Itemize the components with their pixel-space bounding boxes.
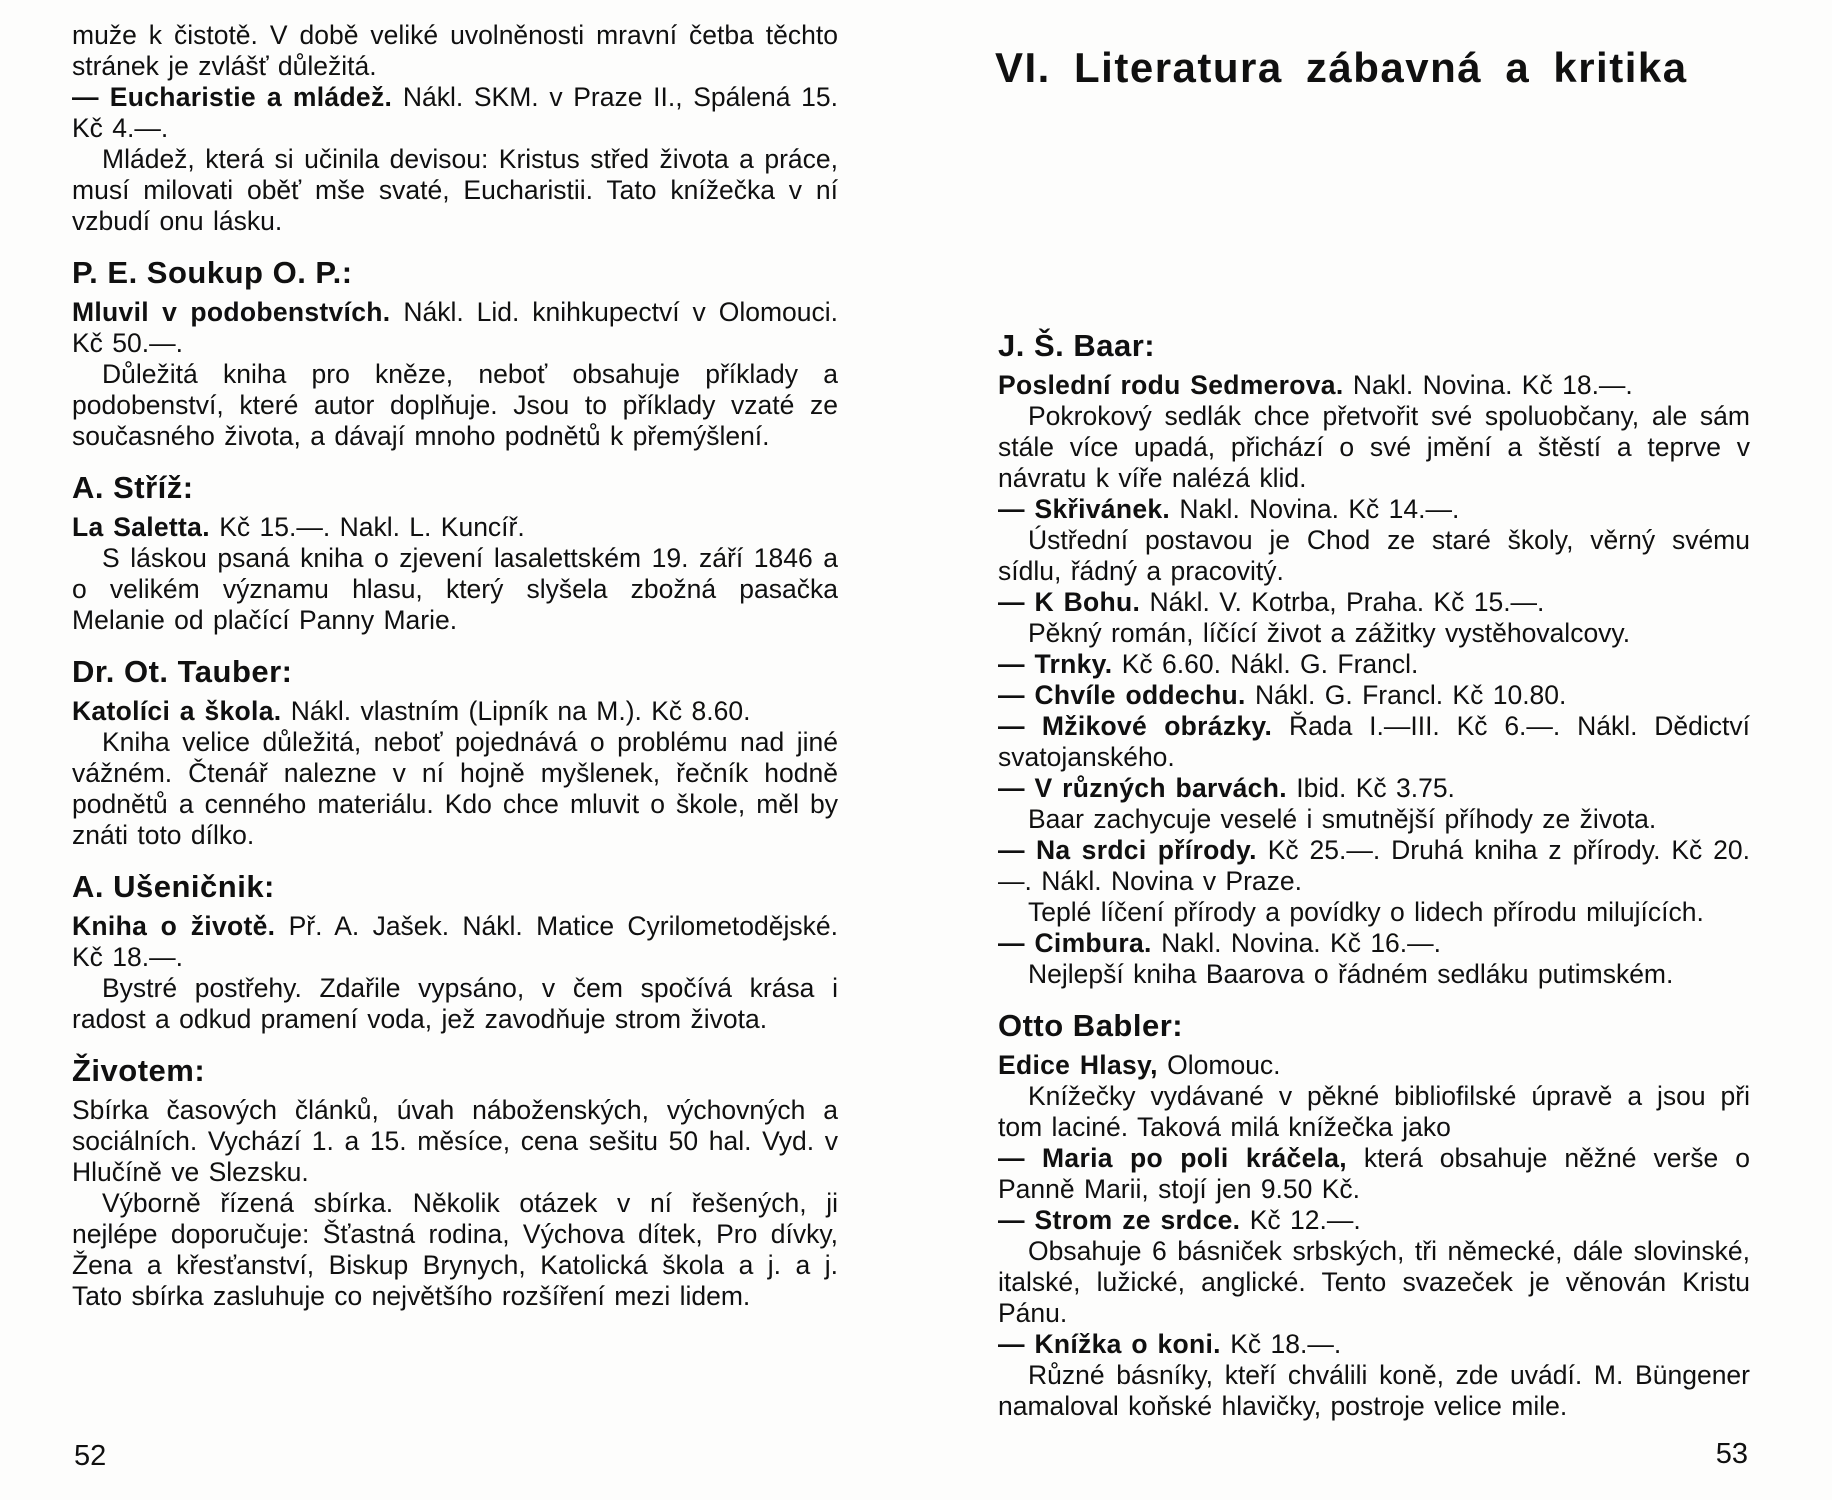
book-entry [998, 680, 1750, 711]
entry-text: Kč 6.60. Nákl. G. Francl. [1112, 649, 1419, 679]
page-number-right: 53 [1715, 1438, 1748, 1470]
description-paragraph [998, 897, 1750, 928]
page-number-left: 52 [74, 1440, 107, 1472]
book-entry [998, 494, 1750, 525]
book-entry [72, 512, 838, 543]
book-entry [998, 1143, 1750, 1205]
book-title: — Mžikové obrázky. [998, 711, 1273, 741]
entry-text: Pěkný román, líčící život a zážitky vystěhovalcovy. [1028, 618, 1631, 648]
entry-text: Kč 15.—. Nakl. L. Kuncíř. [209, 512, 525, 542]
entry-text: Nákl. V. Kotrba, Praha. Kč 15.—. [1140, 587, 1545, 617]
entry-text: Nakl. Novina. Kč 18.—. [1343, 370, 1633, 400]
entry-text: Nákl. SKM. v Praze II., Spálená 15. Kč 4.—. [72, 82, 838, 143]
book-title: Poslední rodu Sedmerova. [998, 370, 1344, 400]
book-title: — K Bohu. [998, 587, 1141, 617]
description-paragraph [998, 959, 1750, 990]
book-entry [998, 370, 1750, 401]
entry-text: Nákl. Lid. knihkupectví v Olomouci. Kč 50.—. [72, 297, 838, 358]
entry-text: Sbírka časových článků, úvah náboženských, výchovných a sociálních. Vychází 1. a 15. měsíce, cena sešitu 50 hal. Vyd. v Hlučíně ve Slezsku. [72, 1095, 838, 1187]
description-paragraph [998, 1081, 1750, 1143]
chapter-heading: VI. Literatura zábavná a kritika [995, 44, 1688, 92]
book-entry [998, 711, 1750, 773]
description-paragraph [998, 1236, 1750, 1329]
entry-text: Nákl. G. Francl. Kč 10.80. [1245, 680, 1567, 710]
book-entry [998, 773, 1750, 804]
book-title: — V různých barvách. [998, 773, 1287, 803]
book-title: — Skřivánek. [998, 494, 1171, 524]
entry-text: Nakl. Novina. Kč 16.—. [1151, 928, 1442, 958]
description-paragraph [72, 144, 838, 237]
description-paragraph [72, 973, 838, 1035]
book-entry [998, 835, 1750, 897]
description-paragraph [998, 618, 1750, 649]
author-heading: A. Ušeničnik: [72, 869, 275, 904]
entry-text: Kniha velice důležitá, neboť pojednává o problému nad jiné vážném. Čtenář nalezne v ní hojně myšlenek, řečník hodně podnětů a cenného materiálu. Kdo chce mluvit o škole, měl by znáti toto dílko. [72, 727, 838, 850]
entry-text: Knížečky vydávané v pěkné bibliofilské úpravě a jsou při tom laciné. Taková milá knížečka jako [998, 1081, 1750, 1142]
entry-text: Ibid. Kč 3.75. [1286, 773, 1455, 803]
entry-text: Ústřední postavou je Chod ze staré školy, věrný svému sídlu, řádný a pracovitý. [998, 525, 1750, 586]
entry-text: Př. A. Jašek. Nákl. Matice Cyrilometodějské. Kč 18.—. [72, 911, 838, 972]
description-paragraph [998, 1360, 1750, 1422]
entry-text: Bystré postřehy. Zdařile vypsáno, v čem spočívá krása i radost a odkud pramení voda, jež zavodňuje strom života. [72, 973, 838, 1034]
author-heading: J. Š. Baar: [998, 328, 1156, 363]
author-heading: A. Stříž: [72, 470, 194, 505]
entry-text: S láskou psaná kniha o zjevení lasalettském 19. září 1846 a o velikém významu hlasu, který slyšela zbožná pasačka Melanie od plačící Panny Marie. [72, 543, 838, 635]
book-entry [72, 82, 838, 144]
entry-text: Nakl. Novina. Kč 14.—. [1170, 494, 1460, 524]
entry-text: muže k čistotě. V době veliké uvolněnosti mravní četba těchto stránek je zvlášť důležitá. [72, 20, 838, 81]
entry-text: která obsahuje něžné verše o Panně Marii, stojí jen 9.50 Kč. [998, 1143, 1750, 1204]
entry-text: Baar zachycuje veselé i smutnější příhody ze života. [1028, 804, 1657, 834]
description-paragraph [998, 804, 1750, 835]
book-entry [998, 1329, 1750, 1360]
description-paragraph [72, 1188, 838, 1312]
entry-text: Různé básníky, kteří chválili koně, zde uvádí. M. Büngener namaloval koňské hlavičky, postroje velice mile. [998, 1360, 1750, 1421]
left-page-column [72, 20, 838, 1312]
book-entry [72, 696, 838, 727]
book-entry [998, 928, 1750, 959]
entry-text: Kč 12.—. [1240, 1205, 1361, 1235]
description-paragraph [72, 543, 838, 636]
book-entry [998, 1050, 1750, 1081]
book-entry [72, 911, 838, 973]
right-page-column [998, 330, 1750, 1422]
book-title: — Knížka o koni. [998, 1329, 1221, 1359]
book-title: — Chvíle oddechu. [998, 680, 1246, 710]
book-entry [72, 297, 838, 359]
description-paragraph [72, 359, 838, 452]
author-heading: P. E. Soukup O. P.: [72, 255, 353, 290]
entry-text: Kč 25.—. Druhá kniha z přírody. Kč 20.—. Nákl. Novina v Praze. [998, 835, 1750, 896]
book-title: Katolíci a škola. [72, 696, 282, 726]
entry-text: Pokrokový sedlák chce přetvořit své spoluobčany, ale sám stále více upadá, přichází o své jmění a štěstí a teprve v návratu k víře nalézá klid. [998, 401, 1750, 493]
entry-text: Obsahuje 6 básniček srbských, tři německé, dále slovinské, italské, lužické, anglické. Tento svazeček je věnován Kristu Pánu. [998, 1236, 1750, 1328]
entry-text: Nákl. vlastním (Lipník na M.). Kč 8.60. [281, 696, 751, 726]
entry-text: Výborně řízená sbírka. Několik otázek v ní řešených, ji nejlépe doporučuje: Šťastná rodina, Výchova dítek, Pro dívky, Žena a křesťanství, Biskup Brynych, Katolická škola a j. a j. Tato sbírka zasluhuje co největšího rozšíření mezi lidem. [72, 1188, 838, 1311]
book-title: — Maria po poli kráčela, [998, 1143, 1347, 1173]
book-title: — Cimbura. [998, 928, 1152, 958]
entry-text: Teplé líčení přírody a povídky o lidech přírodu milujících. [1028, 897, 1704, 927]
entry-text: Mládež, která si učinila devisou: Kristus střed života a práce, musí milovati oběť mše svaté, Eucharistii. Tato knížečka v ní vzbudí onu lásku. [72, 144, 838, 236]
author-heading: Dr. Ot. Tauber: [72, 654, 293, 689]
entry-text: Kč 18.—. [1220, 1329, 1342, 1359]
description-paragraph [998, 401, 1750, 494]
book-entry [998, 649, 1750, 680]
book-title: — Strom ze srdce. [998, 1205, 1241, 1235]
book-title: Edice Hlasy, [998, 1050, 1158, 1080]
book-title: La Saletta. [72, 512, 210, 542]
book-entry [998, 1205, 1750, 1236]
book-entry [998, 587, 1750, 618]
entry-text: Olomouc. [1157, 1050, 1281, 1080]
author-heading: Otto Babler: [998, 1008, 1184, 1043]
book-title: Kniha o životě. [72, 911, 276, 941]
book-title: — Trnky. [998, 649, 1113, 679]
description-paragraph [72, 1095, 838, 1188]
book-title: — Eucharistie a mládež. [72, 82, 393, 112]
book-title: — Na srdci přírody. [998, 835, 1257, 865]
description-paragraph [72, 20, 838, 82]
entry-text: Nejlepší kniha Baarova o řádném sedláku putimském. [1028, 959, 1674, 989]
entry-text: Důležitá kniha pro kněze, neboť obsahuje příklady a podobenství, které autor doplňuje. Jsou to příklady vzaté ze současného života, a dávají mnoho podnětů k přemýšlení. [72, 359, 838, 451]
author-heading: Životem: [72, 1053, 206, 1088]
book-title: Mluvil v podobenstvích. [72, 297, 391, 327]
description-paragraph [72, 727, 838, 851]
entry-text: Řada I.—III. Kč 6.—. Nákl. Dědictví svatojanského. [998, 711, 1750, 772]
description-paragraph [998, 525, 1750, 587]
